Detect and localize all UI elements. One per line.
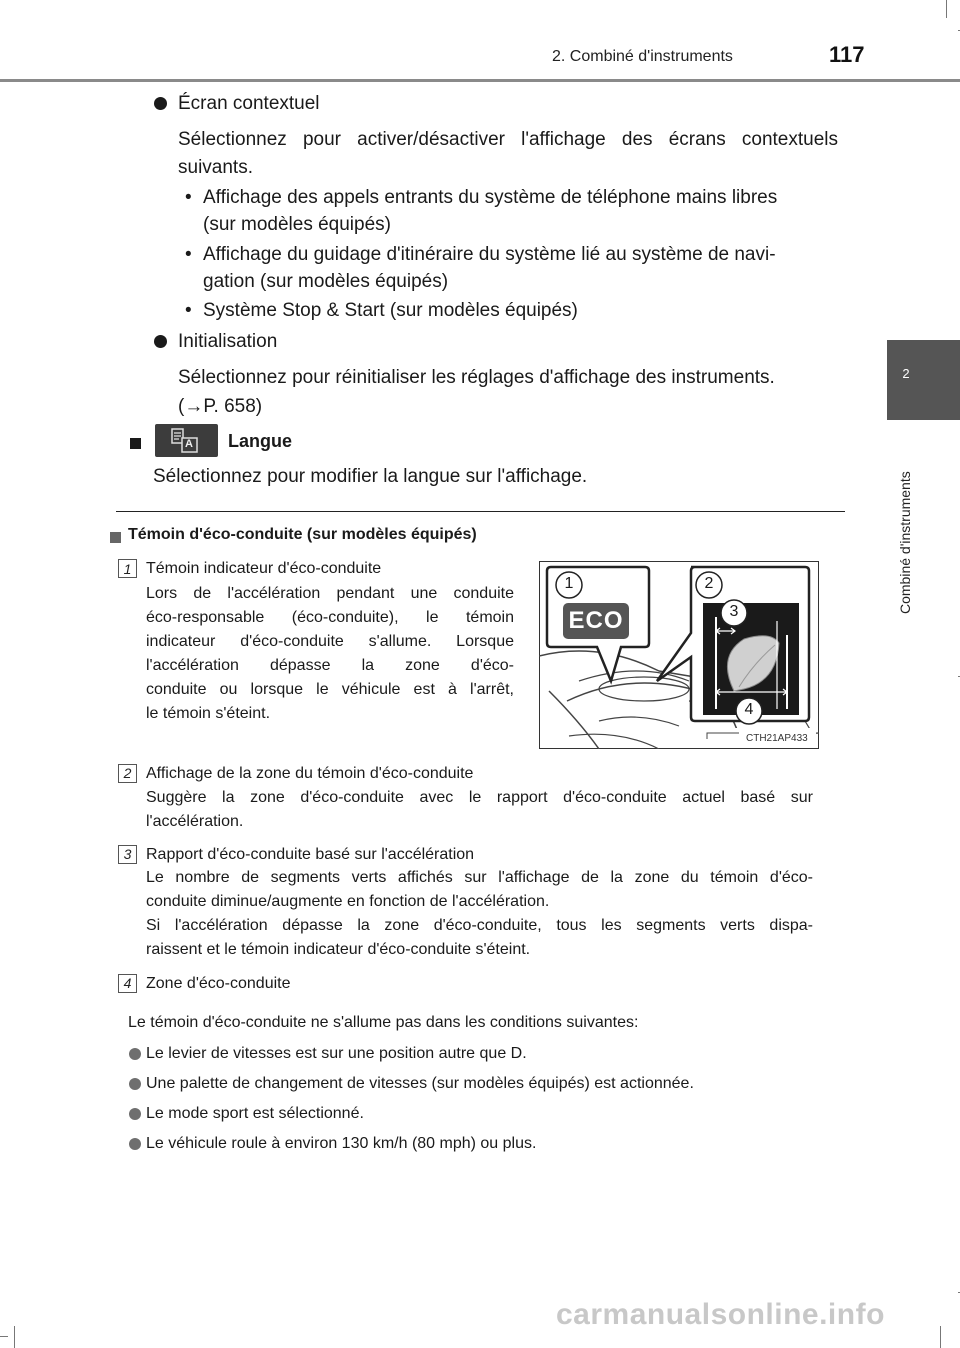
figure-callout-4: 4: [744, 701, 754, 718]
eco-item-3-line: Si l'accélération dépasse la zone d'éco-conduite, tous les segments verts dispa-: [146, 917, 813, 934]
eco-item-3-line: raissent et le témoin indicateur d'éco-conduite s'éteint.: [146, 941, 531, 958]
eco-item-1-line: l'accélération dépasse la zone d'éco-: [146, 657, 514, 674]
language-icon-letter: A: [185, 438, 193, 450]
chapter-title: Combiné d'instruments: [897, 471, 913, 614]
eco-item-1-line: indicateur d'éco-conduite s'allume. Lorsque: [146, 633, 514, 650]
crop-mark: [0, 1336, 8, 1337]
condition-item: Une palette de changement de vitesses (sur modèles équipés) est actionnée.: [146, 1075, 694, 1092]
popup-item-1-line2: (sur modèles équipés): [203, 214, 391, 235]
init-bullet: [154, 335, 167, 353]
eco-item-1-line: le témoin s'éteint.: [146, 705, 271, 722]
eco-display-label: ECO: [568, 607, 624, 634]
condition-bullet: [129, 1077, 141, 1095]
callout-number-3: 3: [123, 846, 132, 862]
init-description-line1: Sélectionnez pour réinitialiser les réglages d'affichage des instruments.: [178, 367, 775, 388]
header-section-title: 2. Combiné d'instruments: [552, 48, 733, 65]
callout-number-2: 2: [123, 765, 132, 781]
eco-item-3-line: Le nombre de segments verts affichés sur l'affichage de la zone du témoin d'éco-: [146, 869, 813, 886]
crop-mark: [946, 0, 947, 18]
crop-mark: [940, 1326, 941, 1348]
callout-box-1: [118, 559, 137, 578]
eco-item-1-title: Témoin indicateur d'éco-conduite: [146, 560, 382, 577]
bullet-dot: •: [185, 244, 192, 265]
condition-bullet: [129, 1047, 141, 1065]
popup-item-3-line1: Système Stop & Start (sur modèles équipés): [203, 300, 578, 321]
eco-item-1-line: éco-responsable (éco-conduite), le témoin: [146, 609, 514, 626]
condition-bullet: [129, 1137, 141, 1155]
language-description: Sélectionnez pour modifier la langue sur l'affichage.: [153, 466, 588, 487]
figure-code: CTH21AP433: [746, 733, 808, 744]
language-heading: Langue: [228, 431, 293, 451]
crop-mark: [14, 1326, 15, 1348]
eco-item-3-title: Rapport d'éco-conduite basé sur l'accélération: [146, 846, 475, 863]
eco-item-2-title: Affichage de la zone du témoin d'éco-conduite: [146, 765, 474, 782]
popup-description: Sélectionnez pour activer/désactiver l'affichage des écrans contextuels suivants.: [178, 129, 838, 178]
popup-bullet: [154, 97, 167, 115]
figure-callout-2: 2: [704, 575, 714, 592]
eco-square-bullet: [110, 530, 121, 548]
eco-indicator-figure: [539, 561, 819, 749]
section-separator: [116, 511, 845, 512]
popup-item-2-line1: Affichage du guidage d'itinéraire du système lié au système de navi-: [203, 244, 776, 265]
chapter-title-vertical: [897, 432, 915, 632]
language-square-bullet: [130, 436, 141, 454]
init-heading: Initialisation: [178, 331, 278, 352]
header-rule: [0, 79, 960, 82]
popup-item-2-line2: gation (sur modèles équipés): [203, 271, 449, 292]
conditions-intro: Le témoin d'éco-conduite ne s'allume pas dans les conditions suivantes:: [128, 1014, 639, 1031]
popup-heading: Écran contextuel: [178, 93, 320, 114]
eco-section-title: Témoin d'éco-conduite (sur modèles équipés): [128, 526, 477, 543]
page-number: 117: [829, 42, 865, 67]
callout-number-1: 1: [123, 561, 132, 577]
eco-item-3-line: conduite diminue/augmente en fonction de l'accélération.: [146, 893, 550, 910]
language-settings-icon: [155, 424, 218, 457]
bullet-dot: •: [185, 187, 192, 208]
figure-callout-1: 1: [564, 575, 574, 592]
callout-number-4: 4: [123, 975, 132, 991]
eco-item-1-line: conduite ou lorsque le véhicule est à l'arrêt,: [146, 681, 514, 698]
chapter-number: 2: [902, 366, 910, 381]
eco-item-2-line: Suggère la zone d'éco-conduite avec le rapport d'éco-conduite actuel basé sur: [146, 789, 813, 806]
condition-item: Le mode sport est sélectionné.: [146, 1105, 364, 1122]
condition-item: Le véhicule roule à environ 130 km/h (80 mph) ou plus.: [146, 1135, 537, 1152]
eco-item-1-line: Lors de l'accélération pendant une conduite: [146, 585, 514, 602]
condition-item: Le levier de vitesses est sur une position autre que D.: [146, 1045, 527, 1062]
eco-item-4-title: Zone d'éco-conduite: [146, 975, 291, 992]
bullet-dot: •: [185, 300, 192, 321]
watermark: carmanualsonline.info: [556, 1298, 885, 1331]
init-description-line2: (→P. 658): [178, 396, 263, 417]
condition-bullet: [129, 1107, 141, 1125]
eco-item-2-line: l'accélération.: [146, 813, 244, 830]
figure-callout-3: 3: [729, 603, 739, 620]
popup-item-1-line1: Affichage des appels entrants du système de téléphone mains libres: [203, 187, 778, 208]
